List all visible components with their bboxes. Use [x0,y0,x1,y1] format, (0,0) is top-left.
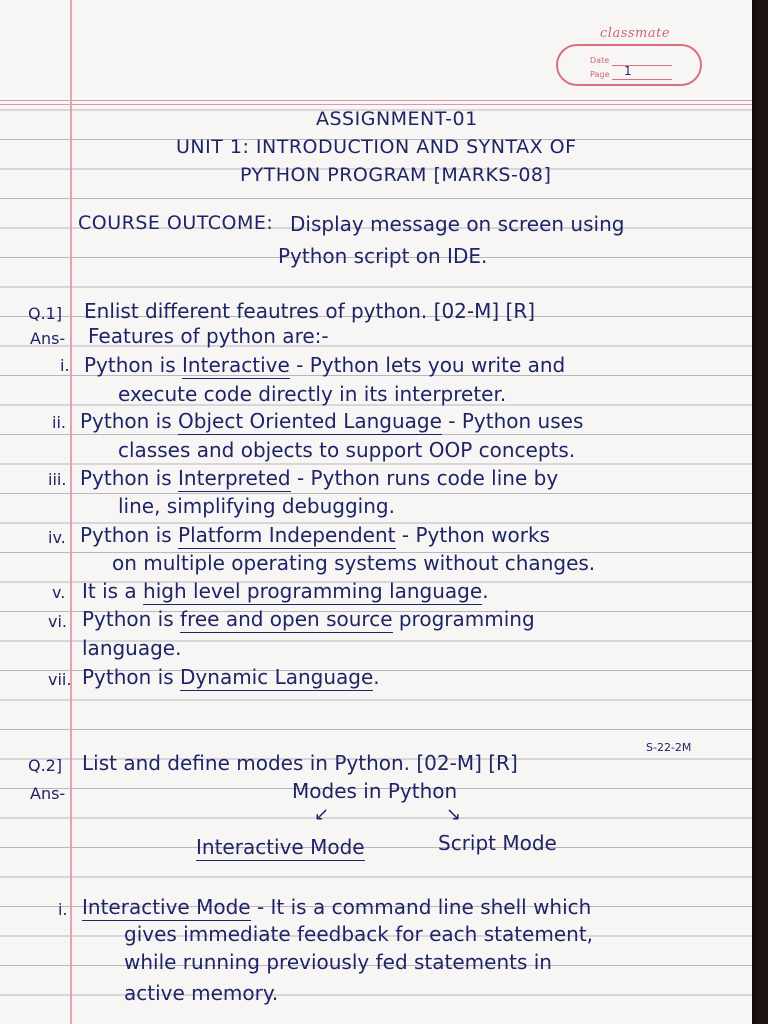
unit-title-line1: UNIT 1: INTRODUCTION AND SYNTAX OF [176,136,577,158]
list-number: vi. [48,612,67,631]
page-number: 1 [624,64,632,78]
question-marker: Q.2] [28,756,63,775]
list-item: Python is Interactive - Python lets you write and [84,353,566,377]
list-item: Python is Dynamic Language. [82,665,380,689]
list-item: Python is Platform Independent - Python works [80,523,550,547]
arrow-left-icon: ↙ [314,804,330,825]
page-label: Page [590,70,610,79]
list-item-continuation: execute code directly in its interpreter. [118,382,507,406]
date-label: Date [590,56,610,65]
margin-line [70,0,72,1024]
header-rule [0,100,752,101]
list-item: Python is Interpreted - Python runs code line by [80,466,559,490]
course-outcome-text: Python script on IDE. [278,244,488,268]
list-item: It is a high level programming language. [82,579,489,603]
brand-logo: classmate [600,26,671,41]
list-number: vii. [48,670,72,689]
mode-script: Script Mode [438,831,557,855]
header-rule [0,104,752,105]
list-item: Python is Object Oriented Language - Python uses [80,409,584,433]
arrow-right-icon: ↘ [446,804,462,825]
definition-line: while running previously fed statements in [124,950,552,974]
assignment-title: ASSIGNMENT-01 [316,108,478,130]
list-item-continuation: line, simplifying debugging. [118,494,395,518]
list-number: i. [58,900,68,919]
definition-line: Interactive Mode - It is a command line shell which [82,895,592,919]
definition-line: gives immediate feedback for each statement, [124,922,594,946]
definition-line: active memory. [124,981,279,1005]
list-item: Python is free and open source programming [82,607,535,631]
exam-tag: S-22-2M [646,741,692,754]
course-outcome-label: COURSE OUTCOME: [78,212,274,234]
answer-marker: Ans- [30,784,66,803]
course-outcome-text: Display message on screen using [290,212,625,236]
list-number: i. [60,356,70,375]
list-number: v. [52,583,66,602]
page-line [612,79,672,80]
answer-intro: Features of python are:- [88,324,329,348]
unit-title-line2: PYTHON PROGRAM [MARKS-08] [240,164,552,186]
list-number: iii. [48,470,67,489]
list-item-continuation: classes and objects to support OOP concepts. [118,438,576,462]
list-item-continuation: language. [82,636,182,660]
question-text: List and define modes in Python. [02-M] [R] [82,751,518,775]
list-number: iv. [48,528,66,547]
list-number: ii. [52,413,66,432]
answer-marker: Ans- [30,329,66,348]
diagram-title: Modes in Python [292,779,458,803]
question-text: Enlist different feautres of python. [02-M] [R] [84,299,536,323]
mode-interactive: Interactive Mode [196,835,365,859]
question-marker: Q.1] [28,304,63,323]
list-item-continuation: on multiple operating systems without changes. [112,551,596,575]
date-line [612,65,672,66]
